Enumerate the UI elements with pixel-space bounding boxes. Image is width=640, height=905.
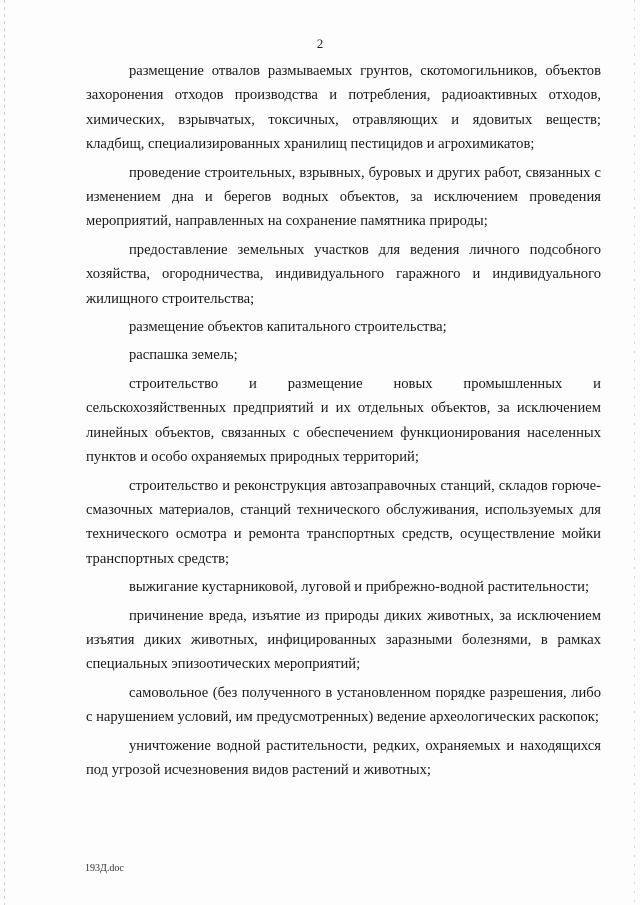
paragraph-construction-works: проведение строительных, взрывных, буровых и других работ, связанных с изменением дна и берегов водных объектов, за исключением проведения мероприятий, направленных на сохранение памятника природы; (86, 164, 601, 230)
paragraph-vegetation-burning: выжигание кустарниковой, луговой и прибрежно-водной растительности; (129, 579, 589, 596)
footer-filename: 193Д.doc (85, 863, 124, 874)
page-number: 2 (316, 36, 324, 51)
scan-edge-left (4, 0, 5, 905)
paragraph-land-plowing: распашка земель; (129, 347, 238, 364)
paragraph-wildlife-harm: причинение вреда, изъятие из природы диких животных, за исключением изъятия диких животных, инфицированных заразными болезнями, в рамках специальных эпизоотических мероприятий; (86, 607, 601, 673)
paragraph-land-allocation: предоставление земельных участков для ведения личного подсобного хозяйства, огородничества, индивидуального гаражного и индивидуального жилищного строительства; (86, 241, 601, 307)
paragraph-excavations: самовольное (без полученного в установленном порядке разрешения, либо с нарушением условий, им предусмотренных) ведение археологических раскопок; (86, 684, 601, 726)
scan-edge-right (634, 0, 635, 905)
document-body (86, 59, 601, 782)
paragraph-capital-construction: размещение объектов капитального строительства; (129, 319, 447, 336)
paragraph-fuel-stations: строительство и реконструкция автозаправочных станций, складов горюче-смазочных материалов, станций технического обслуживания, используемых для технического осмотра и ремонта транспортных средств, осуществление мойки транспортных средств; (86, 477, 601, 567)
paragraph-species-destruction: уничтожение водной растительности, редких, охраняемых и находящихся под угрозой исчезновения видов растений и животных; (86, 737, 601, 778)
paragraph-enterprises: строительство и размещение новых промышленных и сельскохозяйственных предприятий и их отдельных объектов, за исключением линейных объектов, связанных с обеспечением функционирования населенных пунктов и особо охраняемых природных территорий; (86, 375, 601, 466)
paragraph-waste-disposal: размещение отвалов размываемых грунтов, скотомогильников, объектов захоронения отходов производства и потребления, радиоактивных отходов, химических, взрывчатых, токсичных, отравляющих и ядовитых веществ; кладбищ, специализированных хранилищ пестицидов и агрохимикатов; (86, 63, 601, 153)
